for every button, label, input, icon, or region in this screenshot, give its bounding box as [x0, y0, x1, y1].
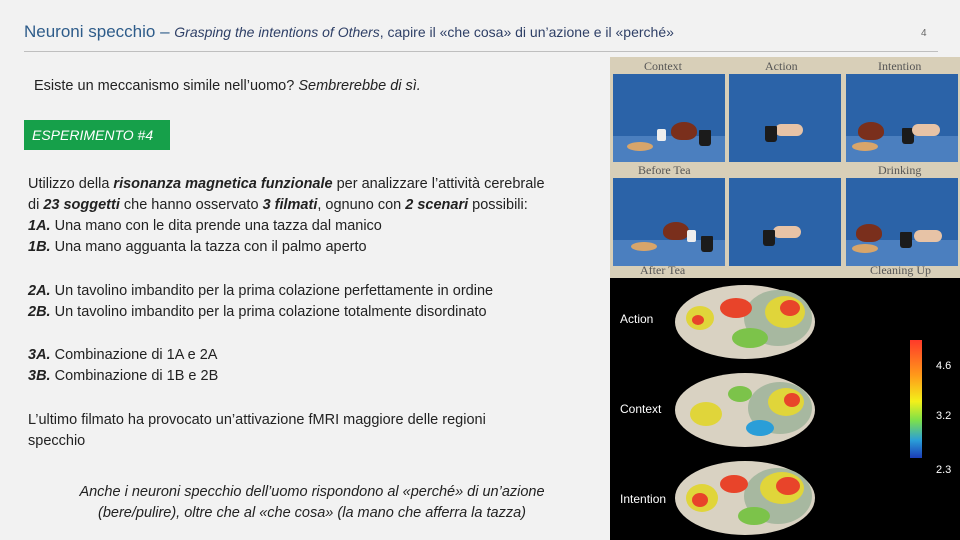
col-label-action: Action — [765, 59, 798, 73]
label-cleaning-up: Cleaning Up — [870, 263, 931, 277]
question-text: Esiste un meccanismo simile nell’uomo? — [34, 78, 299, 94]
conclusion-line-2: (bere/pulire), oltre che al «che cosa» (la mano che afferra la tazza) — [98, 505, 526, 521]
row-label-context: Context — [620, 402, 662, 416]
col-label-intention: Intention — [878, 59, 922, 73]
label-before-tea: Before Tea — [638, 163, 691, 177]
scenario-3a: 3A. Combinazione di 1A e 2A — [28, 347, 218, 363]
label-drinking: Drinking — [878, 163, 922, 177]
colorbar-mid: 3.2 — [936, 410, 952, 422]
brain-intention — [670, 458, 820, 540]
result-line-2: specchio — [28, 433, 86, 449]
scenario-3b: 3B. Combinazione di 1B e 2B — [28, 368, 219, 384]
title-divider — [24, 51, 938, 52]
page-number: 4 — [921, 28, 927, 39]
question-answer: Sembrerebbe di sì. — [298, 78, 421, 94]
col-label-context: Context — [644, 59, 682, 73]
scenario-1a: 1A. Una mano con le dita prende una tazza dal manico — [28, 218, 382, 234]
photo-action-palm — [729, 178, 841, 266]
brain-action — [670, 282, 820, 364]
stimuli-figure — [610, 57, 960, 279]
conclusion-line-1: Anche i neuroni specchio dell’uomo rispondono al «perché» di un’azione — [79, 484, 545, 500]
photo-intention-drinking — [846, 74, 958, 162]
colorbar-max: 4.6 — [936, 360, 952, 372]
colorbar-min: 2.3 — [936, 464, 952, 476]
colorbar — [910, 340, 922, 458]
method-line-2: di 23 soggetti che hanno osservato 3 filmati, ognuno con 2 scenari possibili: — [28, 197, 528, 213]
fmri-figure — [610, 278, 960, 540]
photo-action-grasp — [729, 74, 841, 162]
conclusion — [32, 482, 592, 524]
label-after-tea: After Tea — [640, 263, 686, 277]
scenario-2b: 2B. Un tavolino imbandito per la prima colazione totalmente disordinato — [28, 304, 487, 320]
slide-title — [24, 22, 674, 42]
row-label-action: Action — [620, 312, 654, 326]
question-line — [34, 78, 421, 94]
paragraph-result — [28, 410, 486, 452]
method-line-1: Utilizzo della risonanza magnetica funzionale per analizzare l’attività cerebrale — [28, 176, 545, 192]
paragraph-scenario-3 — [28, 345, 218, 387]
paragraph-scenario-2 — [28, 281, 493, 323]
title-english: Grasping the intentions of Others — [174, 24, 380, 40]
photo-context-before-tea — [613, 74, 725, 162]
photo-intention-cleaning — [846, 178, 958, 266]
title-main: Neuroni specchio – — [24, 22, 175, 41]
scenario-1b: 1B. Una mano agguanta la tazza con il palmo aperto — [28, 239, 367, 255]
result-line-1: L’ultimo filmato ha provocato un’attivazione fMRI maggiore delle regioni — [28, 412, 486, 428]
photo-context-after-tea — [613, 178, 725, 266]
scenario-2a: 2A. Un tavolino imbandito per la prima colazione perfettamente in ordine — [28, 283, 494, 299]
title-subtitle: , capire il «che cosa» di un’azione e il «perché» — [379, 24, 674, 40]
row-label-intention: Intention — [620, 492, 667, 506]
experiment-badge: ESPERIMENTO #4 — [24, 120, 170, 150]
paragraph-method — [28, 174, 545, 258]
brain-context — [670, 370, 820, 452]
